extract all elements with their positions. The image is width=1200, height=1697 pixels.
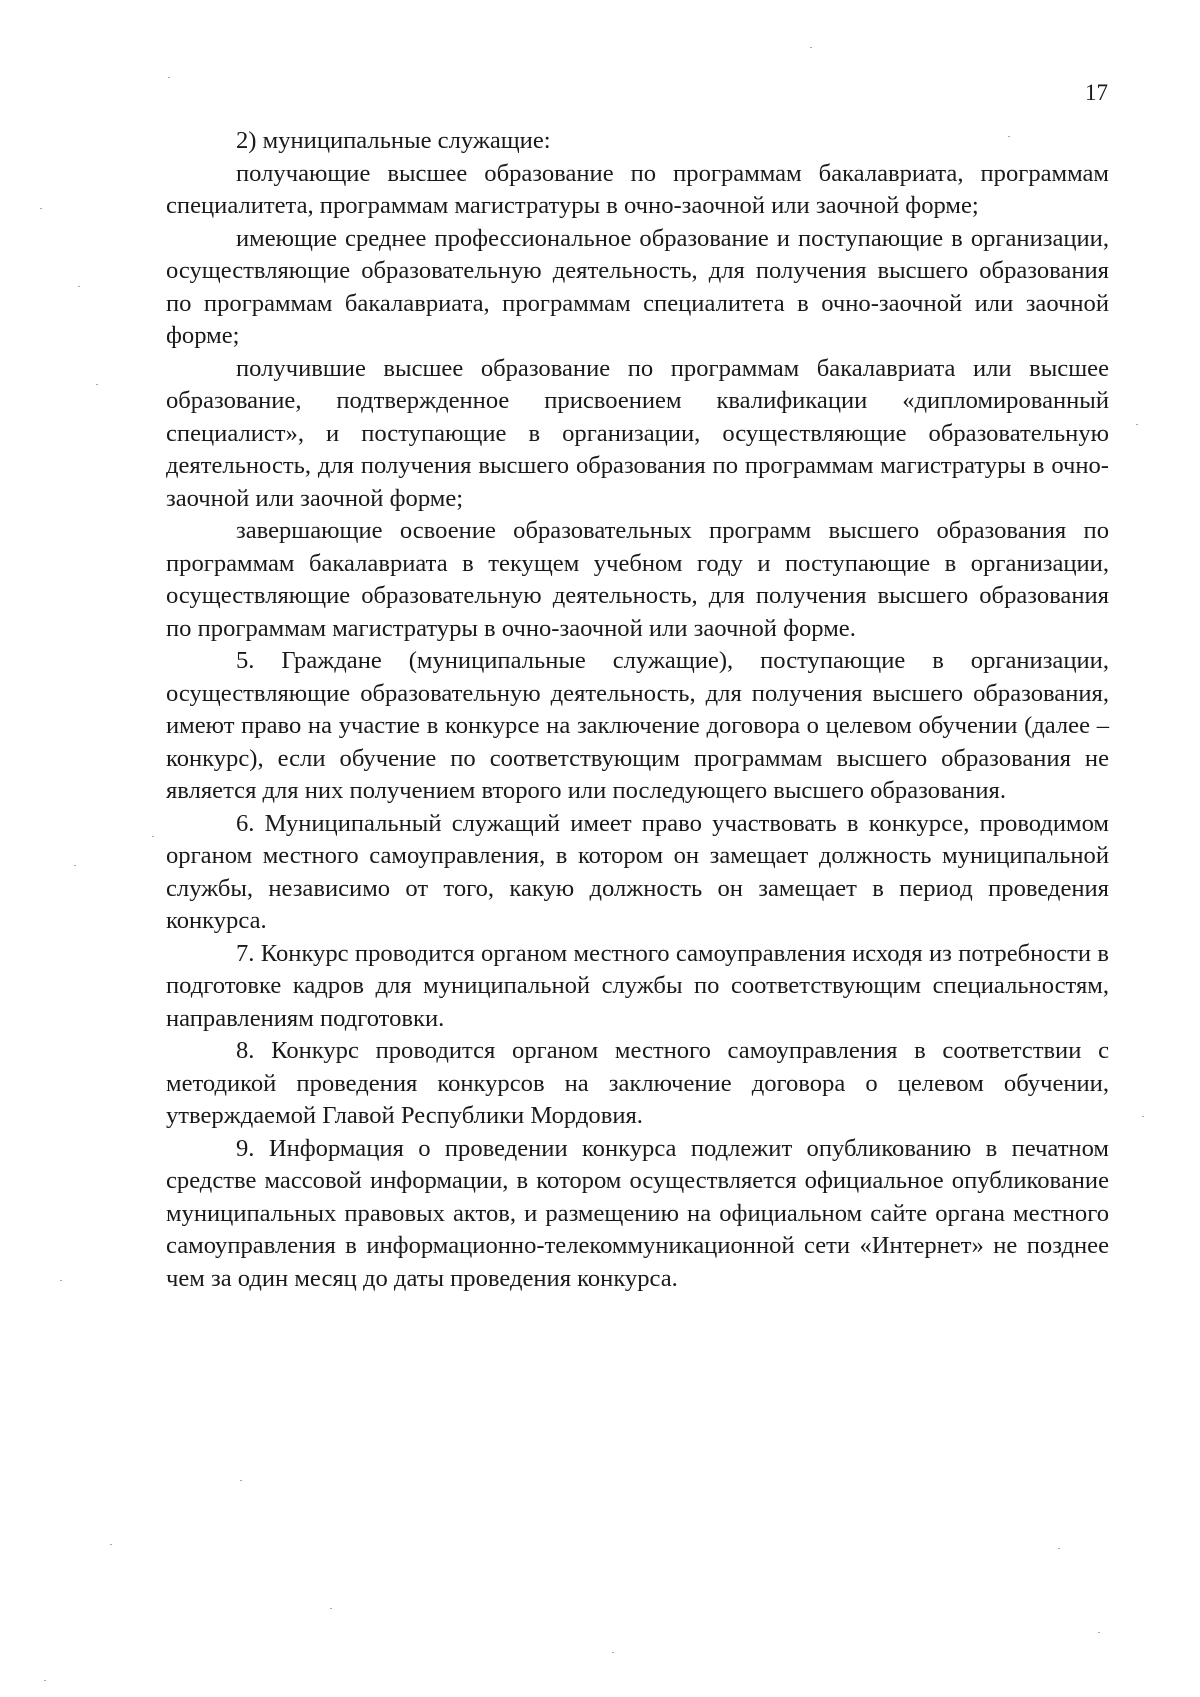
scan-speck: [612, 1652, 614, 1653]
paragraph-secondary-professional-education: имеющие среднее профессиональное образование и поступающие в организации, осуществляющие образовательную деятельность, для получения высшего образования по программам бакалавриата, программам специалитета в очно-заочной или заочной форме;: [166, 224, 1109, 349]
scan-speck: [810, 47, 812, 48]
scan-speck: [1142, 1116, 1144, 1117]
scan-speck: [1136, 424, 1138, 425]
scan-speck: [40, 208, 42, 209]
scan-speck: [240, 1480, 242, 1481]
scan-speck: [1058, 1548, 1060, 1549]
scan-speck: [60, 1280, 62, 1281]
scan-speck: [44, 1680, 46, 1681]
paragraph-receiving-higher-education: получающие высшее образование по программам бакалавриата, программам специалитета, программам магистратуры в очно-заочной или заочной форме;: [166, 159, 1109, 219]
scan-speck: [152, 836, 154, 837]
paragraph-municipal-employees-heading: 2) муниципальные служащие:: [236, 127, 551, 154]
clause-7: 7. Конкурс проводится органом местного самоуправления исходя из потребности в подготовке кадров для муниципальной службы по соответствующим специальностям, направлениям подготовки.: [166, 939, 1109, 1032]
clause-9: 9. Информация о проведении конкурса подлежит опубликованию в печатном средстве массовой информации, в котором осуществляется официальное опубликование муниципальных правовых актов, и размещению на официальном сайте органа местного самоуправления в информационно-телекоммуникационной сети «Интернет» не позднее чем за один месяц до даты проведения конкурса.: [166, 1134, 1109, 1292]
scan-speck: [1098, 1632, 1100, 1633]
scan-speck: [110, 1544, 112, 1545]
scan-speck: [168, 77, 170, 78]
scan-speck: [74, 865, 76, 866]
scan-speck: [96, 384, 98, 385]
paragraph-received-higher-education: получившие высшее образование по программам бакалавриата или высшее образование, подтвержденное присвоением квалификации «дипломированный специалист», и поступающие в организации, осуществляющие образовательную деятельность, для получения высшего образования по программам магистратуры в очно-заочной или заочной форме;: [166, 354, 1109, 512]
scan-speck: [78, 286, 80, 287]
scan-speck: [1008, 136, 1010, 137]
scan-speck: [330, 1608, 332, 1609]
clause-8: 8. Конкурс проводится органом местного самоуправления в соответствии с методикой проведения конкурсов на заключение договора о целевом обучении, утверждаемой Главой Республики Мордовия.: [166, 1037, 1109, 1129]
clause-5: 5. Граждане (муниципальные служащие), поступающие в организации, осуществляющие образовательную деятельность, для получения высшего образования, имеют право на участие в конкурсе на заключение договора о целевом обучении (далее – конкурс), если обучение по соответствующим программам высшего образования не является для них получением второго или последующего высшего образования.: [166, 647, 1109, 804]
paragraph-completing-programs: завершающие освоение образовательных программ высшего образования по программам бакалавриата в текущем учебном году и поступающие в организации, осуществляющие образовательную деятельность, для получения высшего образования по программам магистратуры в очно-заочной или заочной форме.: [166, 517, 1109, 642]
document-body: [166, 125, 1109, 1295]
page-number: 17: [1085, 80, 1108, 105]
clause-6: 6. Муниципальный служащий имеет право участвовать в конкурсе, проводимом органом местного самоуправления, в котором он замещает должность муниципальной службы, независимо от того, какую должность он замещает в период проведения конкурса.: [166, 809, 1109, 934]
